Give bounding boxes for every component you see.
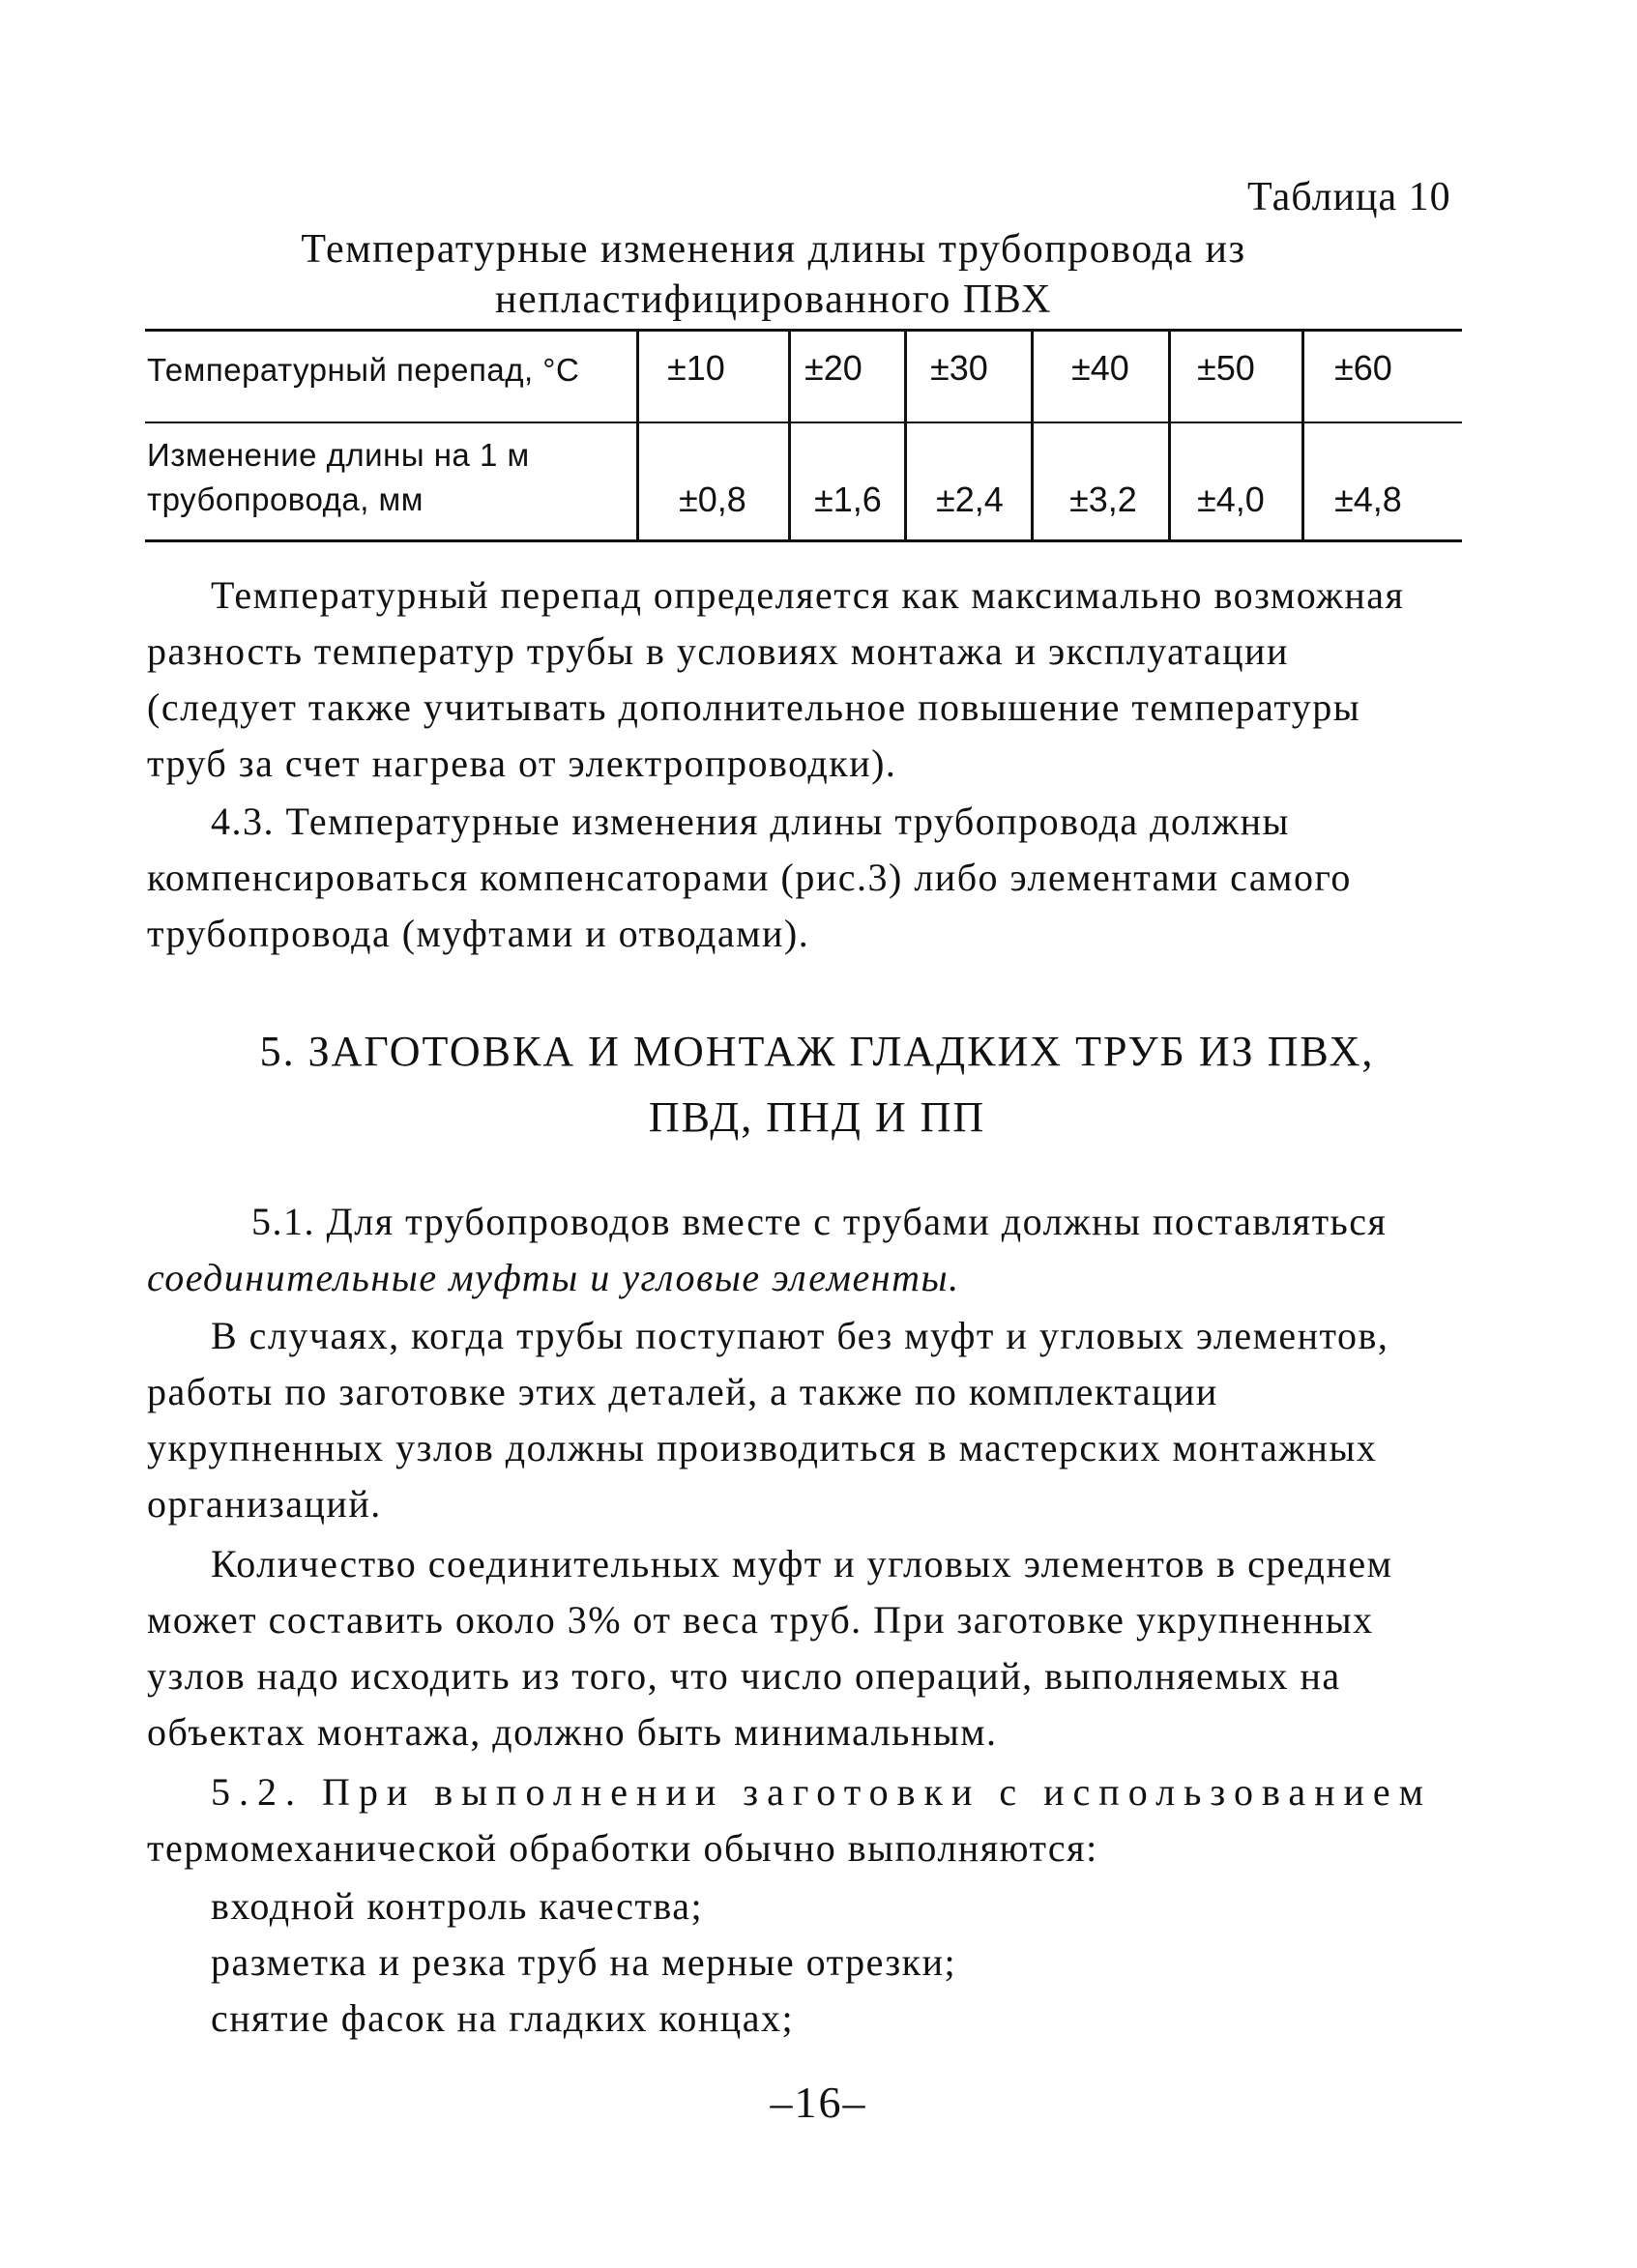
paragraph-line: укрупненных узлов должны производиться в мастерских монтажных bbox=[147, 1426, 1378, 1469]
table-label: Таблица 10 bbox=[1247, 175, 1451, 219]
table-cell: ±4,0 bbox=[1197, 480, 1265, 519]
table-mid-rule bbox=[145, 422, 1462, 423]
table-col-divider bbox=[788, 332, 791, 539]
table-col-divider bbox=[636, 332, 639, 539]
table-cell: ±10 bbox=[667, 348, 725, 388]
paragraph-line: В случаях, когда трубы поступают без муфт и угловых элементов, bbox=[211, 1314, 1389, 1357]
paragraph-line: Температурный перепад определяется как максимально возможная bbox=[211, 573, 1405, 617]
table-col-divider bbox=[904, 332, 907, 539]
paragraph-line: объектах монтажа, должно быть минимальным. bbox=[147, 1710, 998, 1754]
table-cell: ±0,8 bbox=[679, 480, 746, 519]
paragraph-line: узлов надо исходить из того, что число операций, выполняемых на bbox=[147, 1654, 1341, 1698]
section-heading-line2: ПВД, ПНД И ПП bbox=[648, 1093, 986, 1141]
section-heading-line1: 5. ЗАГОТОВКА И МОНТАЖ ГЛАДКИХ ТРУБ ИЗ ПВХ, bbox=[259, 1028, 1375, 1075]
table-bottom-rule bbox=[145, 539, 1462, 542]
table-cell: ±2,4 bbox=[936, 480, 1004, 519]
table-cell: ±30 bbox=[930, 348, 988, 388]
table-top-rule bbox=[145, 329, 1462, 332]
table-cell: ±50 bbox=[1197, 348, 1255, 388]
table-col-divider bbox=[1301, 332, 1304, 539]
table-cell: ±20 bbox=[804, 348, 862, 388]
paragraph-line: труб за счет нагрева от электропроводки). bbox=[147, 741, 897, 785]
list-item: снятие фасок на гладких концах; bbox=[211, 1996, 795, 2040]
paragraph-line: разность температур трубы в условиях монтажа и эксплуатации bbox=[147, 629, 1289, 673]
table-col-divider bbox=[1168, 332, 1171, 539]
table-cell: ±3,2 bbox=[1069, 480, 1137, 519]
paragraph-line: Количество соединительных муфт и угловых элементов в среднем bbox=[211, 1542, 1393, 1585]
table-row2-header-line1: Изменение длины на 1 м bbox=[147, 437, 530, 473]
list-item: входной контроль качества; bbox=[211, 1884, 704, 1928]
paragraph-line: компенсироваться компенсаторами (рис.3) либо элементами самого bbox=[147, 856, 1352, 899]
paragraph-line: 5.2. При выполнении заготовки с использованием bbox=[211, 1770, 1432, 1814]
paragraph-line: 4.3. Температурные изменения длины трубопровода должны bbox=[211, 800, 1290, 843]
list-item: разметка и резка труб на мерные отрезки; bbox=[211, 1940, 957, 1984]
paragraph-line: 5.1. Для трубопроводов вместе с трубами должны поставляться bbox=[251, 1200, 1388, 1243]
paragraph-line: организаций. bbox=[147, 1482, 382, 1526]
paragraph-line: работы по заготовке этих деталей, а также по комплектации bbox=[147, 1370, 1218, 1413]
page-number: –16– bbox=[770, 2078, 867, 2127]
paragraph-line: (следует также учитывать дополнительное повышение температуры bbox=[147, 685, 1361, 729]
table-col-divider bbox=[1031, 332, 1034, 539]
table-cell: ±1,6 bbox=[814, 480, 882, 519]
paragraph-line: термомеханической обработки обычно выполняются: bbox=[147, 1826, 1098, 1870]
table-title-line1: Температурные изменения длины трубопровода из bbox=[301, 227, 1246, 272]
table-cell: ±60 bbox=[1334, 348, 1392, 388]
paragraph-line: трубопровода (муфтами и отводами). bbox=[147, 912, 810, 955]
table-cell: ±4,8 bbox=[1334, 480, 1402, 519]
paragraph-line: соединительные муфты и угловые элементы. bbox=[147, 1256, 960, 1299]
table-row1-header: Температурный перепад, °С bbox=[147, 352, 580, 388]
table-title-line2: непластифицированного ПВХ bbox=[495, 277, 1052, 322]
table-row2-header-line2: трубопровода, мм bbox=[147, 481, 424, 517]
table-cell: ±40 bbox=[1071, 348, 1129, 388]
paragraph-line: может составить около 3% от веса труб. При заготовке укрупненных bbox=[147, 1598, 1374, 1642]
